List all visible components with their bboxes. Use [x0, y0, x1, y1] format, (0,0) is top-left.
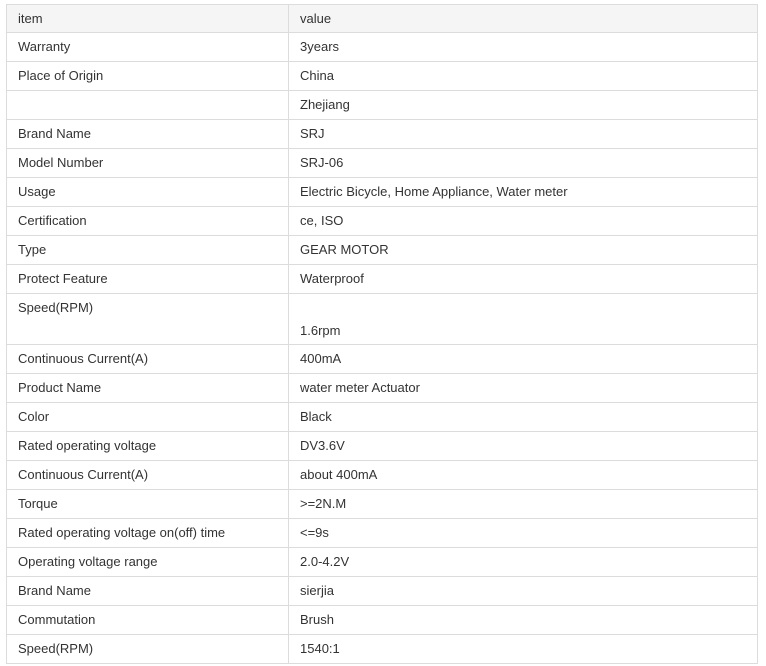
table-row [7, 149, 758, 178]
header-item-cell: item [7, 5, 289, 33]
table-row [7, 432, 758, 461]
spec-value: Waterproof [289, 265, 758, 294]
table-row [7, 91, 758, 120]
spec-key: Continuous Current(A) [7, 461, 289, 490]
table-row [7, 178, 758, 207]
spec-value: 3years [289, 33, 758, 62]
table-row [7, 548, 758, 577]
header-value-cell: value [289, 5, 758, 33]
table-row [7, 236, 758, 265]
spec-key: Color [7, 403, 289, 432]
spec-value: water meter Actuator [289, 374, 758, 403]
spec-value: China [289, 62, 758, 91]
spec-key: Continuous Current(A) [7, 345, 289, 374]
spec-key: Place of Origin [7, 62, 289, 91]
table-row [7, 606, 758, 635]
spec-key: Type [7, 236, 289, 265]
table-row [7, 345, 758, 374]
table-row [7, 265, 758, 294]
spec-key: Model Number [7, 149, 289, 178]
spec-value: 400mA [289, 345, 758, 374]
table-row [7, 294, 758, 345]
table-header-row [7, 5, 758, 33]
spec-key: Warranty [7, 33, 289, 62]
spec-key: Speed(RPM) [7, 294, 289, 345]
table-row [7, 33, 758, 62]
spec-key: Certification [7, 207, 289, 236]
spec-key: Usage [7, 178, 289, 207]
spec-value: 1.6rpm [289, 294, 758, 345]
table-row [7, 635, 758, 664]
spec-value: 1540:1 [289, 635, 758, 664]
spec-value: sierjia [289, 577, 758, 606]
spec-value: GEAR MOTOR [289, 236, 758, 265]
spec-key: Operating voltage range [7, 548, 289, 577]
spec-key: Product Name [7, 374, 289, 403]
spec-value: ce, ISO [289, 207, 758, 236]
spec-value: SRJ [289, 120, 758, 149]
table-row [7, 62, 758, 91]
spec-value: Electric Bicycle, Home Appliance, Water meter [289, 178, 758, 207]
spec-value: 2.0-4.2V [289, 548, 758, 577]
table-row [7, 374, 758, 403]
spec-key: Torque [7, 490, 289, 519]
table-row [7, 519, 758, 548]
spec-key: Commutation [7, 606, 289, 635]
spec-value: about 400mA [289, 461, 758, 490]
spec-value: SRJ-06 [289, 149, 758, 178]
spec-key: Brand Name [7, 120, 289, 149]
spec-key: Brand Name [7, 577, 289, 606]
table-row [7, 461, 758, 490]
spec-key: Rated operating voltage [7, 432, 289, 461]
spec-value: DV3.6V [289, 432, 758, 461]
table-row [7, 120, 758, 149]
spec-value: >=2N.M [289, 490, 758, 519]
spec-value: <=9s [289, 519, 758, 548]
spec-key: Speed(RPM) [7, 635, 289, 664]
table-row [7, 403, 758, 432]
table-row [7, 490, 758, 519]
spec-key: Protect Feature [7, 265, 289, 294]
spec-value: Brush [289, 606, 758, 635]
table-row [7, 577, 758, 606]
spec-value: Black [289, 403, 758, 432]
specification-table [6, 4, 758, 664]
spec-key [7, 91, 289, 120]
spec-value: Zhejiang [289, 91, 758, 120]
table-row [7, 207, 758, 236]
spec-key: Rated operating voltage on(off) time [7, 519, 289, 548]
